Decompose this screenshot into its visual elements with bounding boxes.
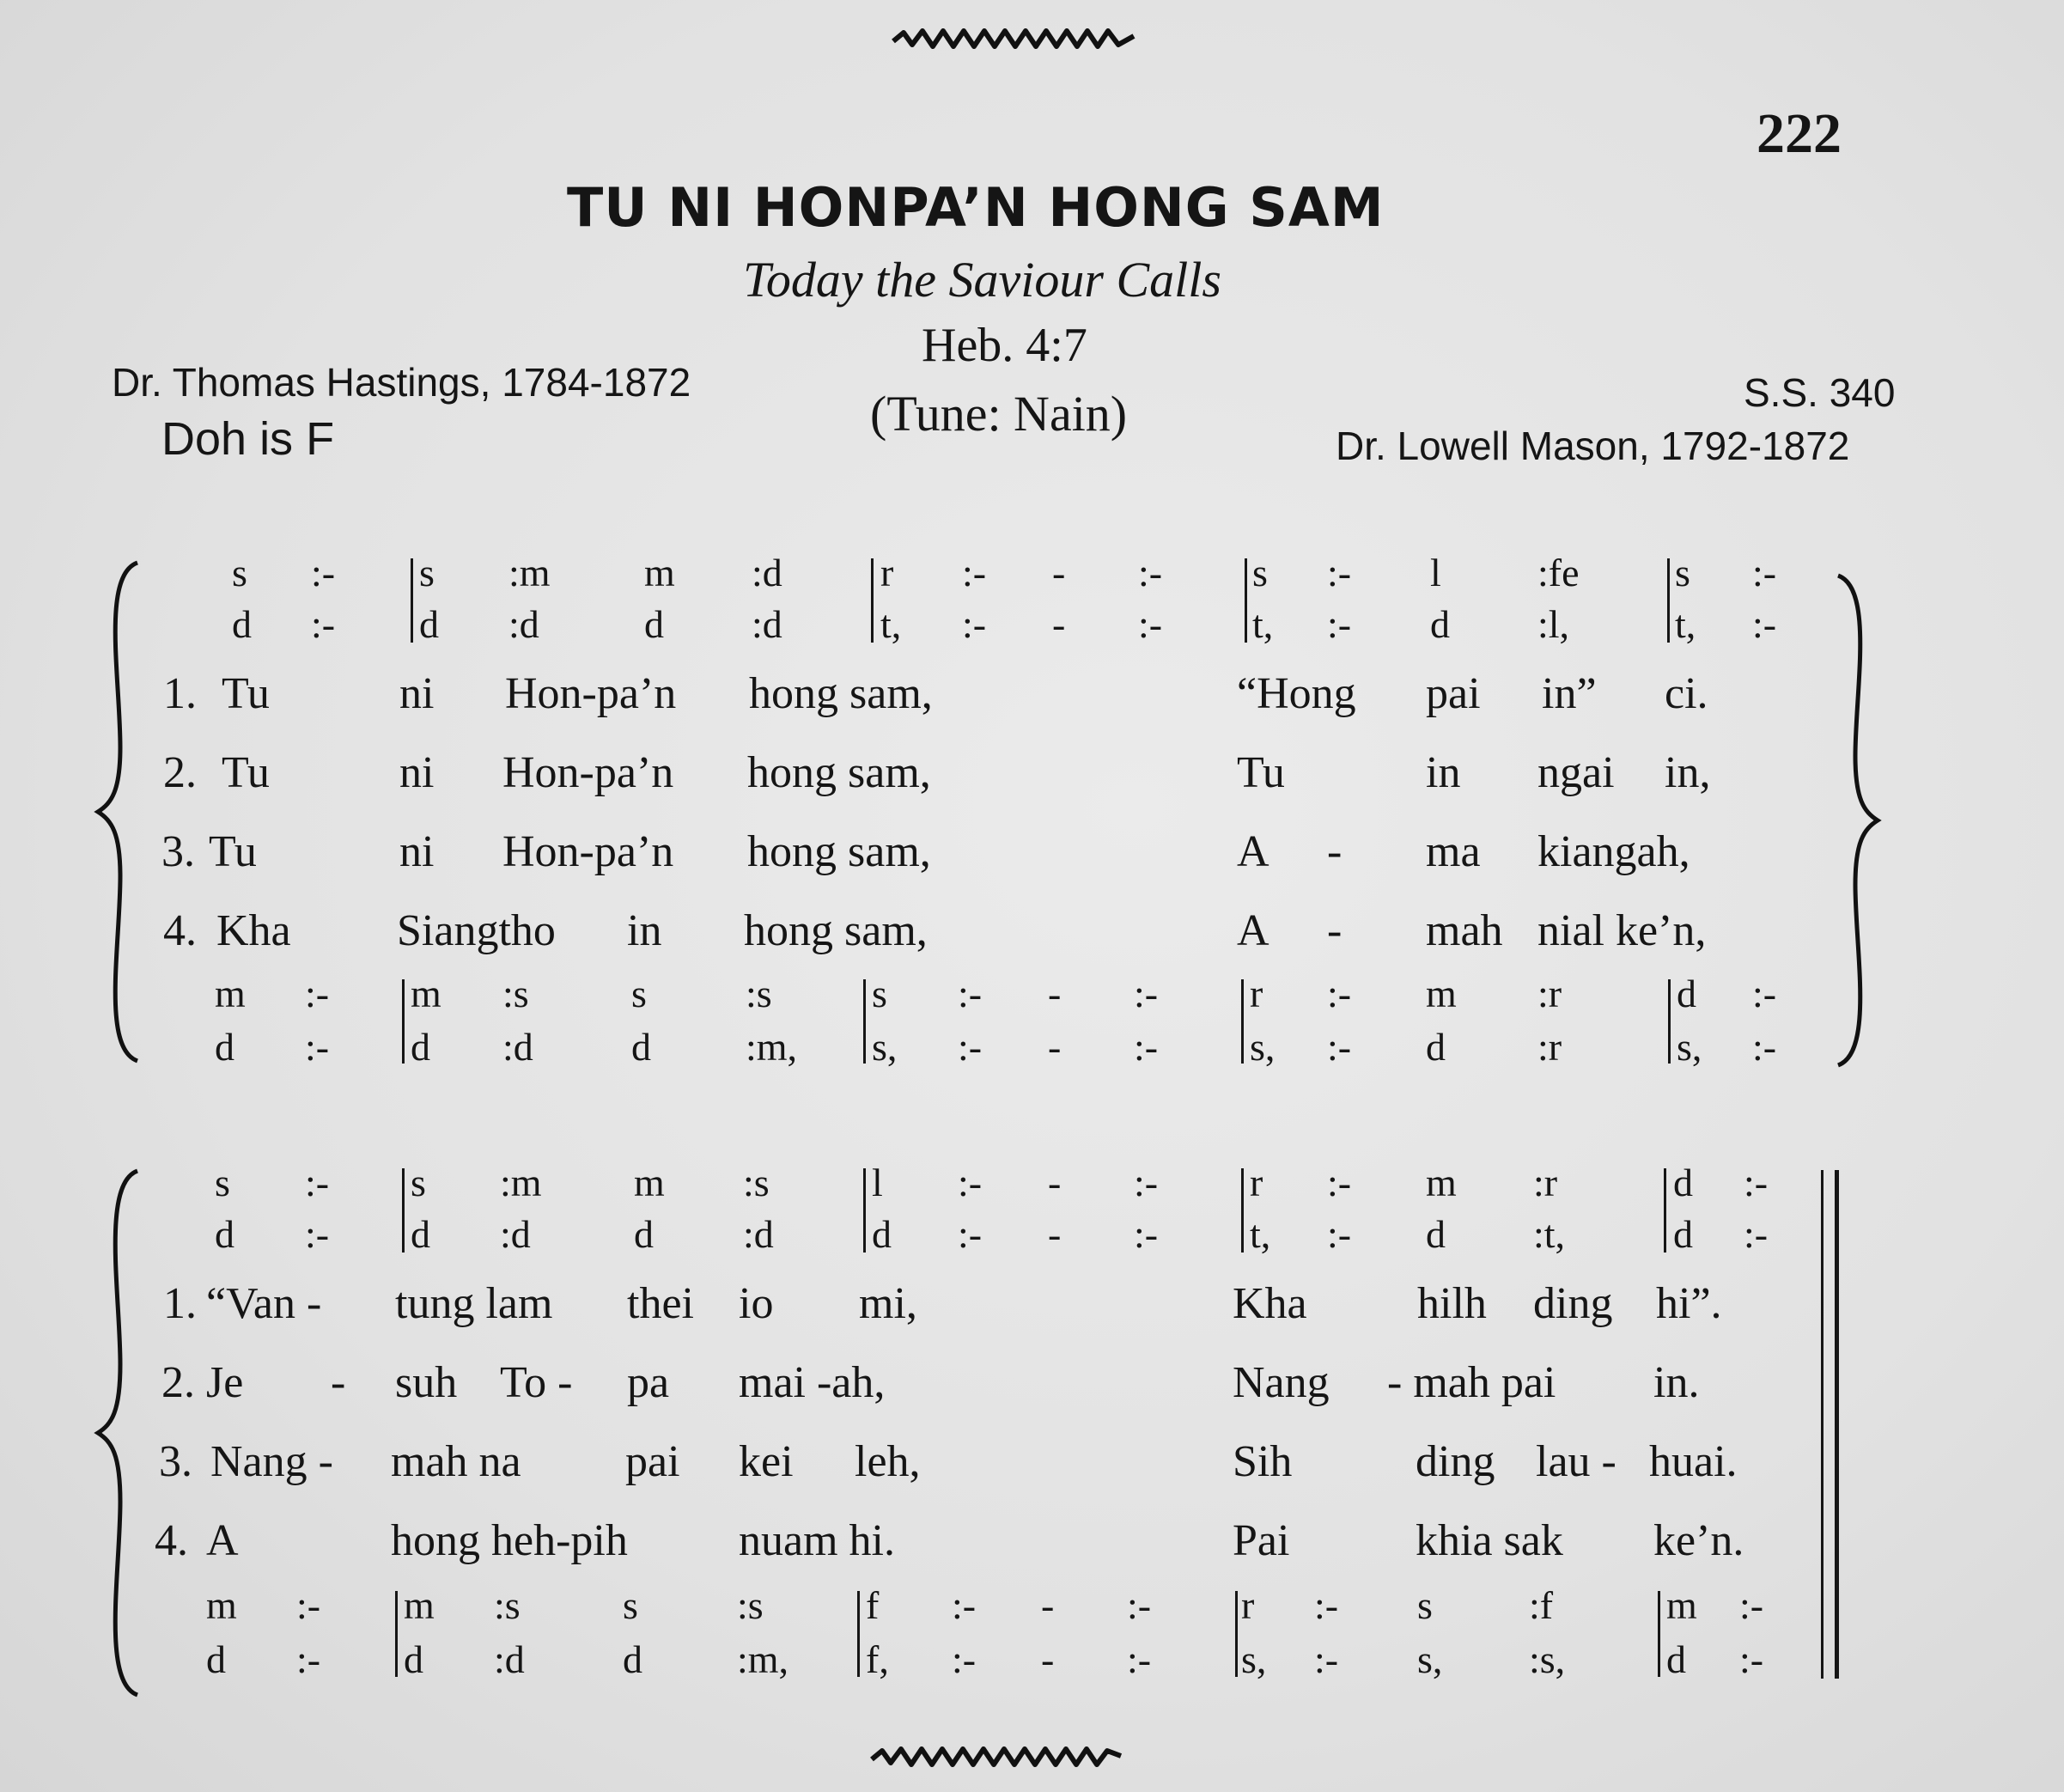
verse-number: 1. [163,669,197,718]
sol-fa-note: d [1666,1637,1686,1681]
sol-fa-note: s [215,1161,230,1204]
sol-fa-note: d [1673,1212,1693,1256]
lyric-syllable: Siangtho [397,906,556,955]
sol-fa-note: :r [1537,1025,1562,1069]
lyric-syllable: ni [399,748,435,797]
sol-fa-note: :- [1327,551,1352,594]
sol-fa-note: m [634,1161,665,1204]
lyric-syllable: ngai [1537,748,1615,797]
sol-fa-note: :- [1327,1025,1352,1069]
sol-fa-note: :d [500,1212,531,1256]
lyric-syllable: Kha [216,906,291,955]
sol-fa-note: s [411,1161,426,1204]
sol-fa-note: :- [1134,1212,1159,1256]
sol-fa-note: :- [1752,602,1777,646]
sol-fa-note: :- [958,972,983,1015]
sol-fa-note: :m [500,1161,542,1204]
lyric-syllable: ci. [1665,669,1708,718]
lyric-syllable: hong heh-pih [391,1516,628,1565]
sol-fa-note: :- [1744,1212,1769,1256]
lyric-syllable: To - [500,1358,573,1407]
lyric-syllable: ni [399,669,435,718]
sol-fa-note: :f [1529,1583,1554,1627]
sol-fa-note: :d [494,1637,525,1681]
lyric-syllable: A [206,1516,239,1565]
lyric-syllable: ni [399,827,435,876]
sol-fa-note: :- [958,1161,983,1204]
sol-fa-note: :m, [737,1637,789,1681]
sol-fa-note: d [634,1212,654,1256]
sol-fa-note: d [232,602,252,646]
lyric-syllable: ke’n. [1653,1516,1744,1565]
lyric-syllable: Hon-pa’n [505,669,677,718]
hymn-subtitle: Today the Saviour Calls [743,252,1221,308]
sol-fa-note: d [1673,1161,1693,1204]
sol-fa-note: t, [1675,602,1696,646]
lyric-syllable: pa [627,1358,670,1407]
lyric-syllable: Tu [209,827,257,876]
composer-credit: Dr. Lowell Mason, 1792-1872 [1336,424,1850,468]
staff1-bar-lower-1 [402,979,405,1064]
lyric-syllable: suh [395,1358,458,1407]
sol-fa-note: :- [958,1212,983,1256]
sol-fa-note: d [215,1025,234,1069]
lyric-syllable: mah na [391,1437,521,1486]
sol-fa-note: :- [1752,972,1777,1015]
lyric-syllable: Tu [222,748,270,797]
sol-fa-note: :- [962,602,987,646]
sol-fa-note: r [1241,1583,1255,1627]
sol-fa-note: :d [502,1025,533,1069]
key-signature: Doh is F [161,413,335,465]
hymn-title: TU NI HONPA’N HONG SAM [567,176,1385,239]
sol-fa-note: :s [743,1161,770,1204]
sol-fa-note: m [1426,972,1457,1015]
sol-fa-note: :d [752,602,782,646]
sol-fa-note: m [1666,1583,1697,1627]
sol-fa-note: :r [1533,1161,1558,1204]
sol-fa-note: :t, [1533,1212,1566,1256]
lyric-syllable: Hon-pa’n [502,827,674,876]
sol-fa-note: :- [1138,602,1163,646]
lyric-syllable: Tu [222,669,270,718]
lyric-syllable: kei [739,1437,794,1486]
sol-fa-note: t, [1252,602,1274,646]
sol-fa-note: - [1052,551,1066,594]
staff1-bar-upper-4 [1667,558,1670,643]
sol-fa-note: - [1048,1212,1062,1256]
lyric-syllable: nial ke’n, [1537,906,1707,955]
sol-fa-note: r [1250,972,1263,1015]
sol-fa-note: - [1048,972,1062,1015]
lyric-syllable: lau - [1536,1437,1616,1486]
sol-fa-note: :- [296,1637,321,1681]
sol-fa-note: s, [872,1025,898,1069]
sol-fa-note: :s [746,972,772,1015]
staff1-bar-lower-2 [863,979,866,1064]
sol-fa-note: :- [305,1025,330,1069]
lyric-syllable: - [1327,827,1343,876]
staff2-left-brace [86,1167,155,1699]
staff1-bar-lower-3 [1241,979,1244,1064]
sol-fa-note: d [872,1212,892,1256]
sol-fa-note: :d [743,1212,774,1256]
sol-fa-note: d [215,1212,234,1256]
sol-fa-note: :m, [746,1025,798,1069]
lyric-syllable: khia sak [1416,1516,1563,1565]
sol-fa-note: d [644,602,664,646]
sol-fa-note: s [631,972,647,1015]
scripture-ref: Heb. 4:7 [922,319,1087,372]
sol-fa-note: m [411,972,441,1015]
lyric-syllable: tung lam [395,1279,553,1328]
lyric-syllable: in [1426,748,1461,797]
sol-fa-note: s, [1250,1025,1276,1069]
lyric-syllable: hong sam, [747,748,931,797]
sol-fa-note: :- [1327,1161,1352,1204]
staff2-bar-upper-2 [863,1168,866,1253]
lyric-syllable: Pai [1233,1516,1290,1565]
sol-fa-note: s, [1417,1637,1443,1681]
sol-fa-note: s [419,551,435,594]
verse-number: 4. [155,1516,188,1565]
staff1-right-brace [1821,571,1890,1070]
sol-fa-note: :- [1739,1637,1764,1681]
verse-number: 1. [163,1279,197,1328]
lyric-syllable: “Hong [1237,669,1356,718]
sol-fa-note: :- [296,1583,321,1627]
sol-fa-note: d [411,1025,430,1069]
sol-fa-note: - [1041,1637,1055,1681]
lyric-syllable: pai [1426,669,1481,718]
lyric-syllable: hong sam, [749,669,933,718]
sol-fa-note: l [872,1161,883,1204]
lyric-syllable: thei [627,1279,694,1328]
verse-number: 4. [163,906,197,955]
sol-fa-note: :- [952,1583,977,1627]
verse-number: 3. [159,1437,192,1486]
sol-fa-note: :- [1327,602,1352,646]
sol-fa-note: m [206,1583,237,1627]
sol-fa-note: :- [1134,1161,1159,1204]
lyric-syllable: hi”. [1656,1279,1722,1328]
sol-fa-note: m [215,972,246,1015]
sol-fa-note: - [1041,1583,1055,1627]
lyric-syllable: - [1327,906,1343,955]
lyric-syllable: ma [1426,827,1481,876]
lyric-syllable: io [739,1279,774,1328]
sol-fa-note: :- [1752,1025,1777,1069]
lyric-syllable: in, [1665,748,1711,797]
lyric-syllable: leh, [855,1437,921,1486]
sol-fa-note: d [1430,602,1450,646]
sol-fa-note: d [206,1637,226,1681]
lyric-syllable: in. [1653,1358,1700,1407]
sol-fa-note: s, [1241,1637,1267,1681]
lyric-syllable: kiangah, [1537,827,1690,876]
lyric-syllable: mi, [859,1279,917,1328]
sol-fa-note: :s [494,1583,521,1627]
sol-fa-note: :- [952,1637,977,1681]
sol-fa-note: :- [962,551,987,594]
sol-fa-note: :d [508,602,539,646]
staff2-bar-upper-4 [1664,1168,1666,1253]
lyric-syllable: Nang [1233,1358,1330,1407]
sol-fa-note: - [1048,1161,1062,1204]
ss-reference: S.S. 340 [1744,370,1896,415]
sol-fa-note: :- [1134,972,1159,1015]
verse-number: 2. [161,1358,195,1407]
staff2-bar-lower-3 [1235,1591,1238,1677]
sol-fa-note: s, [1677,1025,1702,1069]
sol-fa-note: s [623,1583,638,1627]
lyric-syllable: mah [1426,906,1503,955]
lyric-syllable: A [1237,906,1269,955]
lyric-syllable: Je [206,1358,244,1407]
author-credit: Dr. Thomas Hastings, 1784-1872 [112,360,691,405]
sol-fa-note: d [411,1212,430,1256]
staff2-bar-lower-4 [1658,1591,1660,1677]
lyric-syllable: “Van - [206,1279,322,1328]
sol-fa-note: l [1430,551,1441,594]
sol-fa-note: :- [305,1212,330,1256]
sol-fa-note: :- [1752,551,1777,594]
staff1-bar-upper-2 [871,558,874,643]
verse-number: 2. [163,748,197,797]
lyric-syllable: ding [1416,1437,1495,1486]
staff1-bar-lower-4 [1668,979,1671,1064]
sol-fa-note: d [631,1025,651,1069]
lyric-syllable: Nang - [210,1437,333,1486]
lyric-syllable: Tu [1237,748,1285,797]
sol-fa-note: :- [1739,1583,1764,1627]
staff2-bar-lower-2 [857,1591,860,1677]
sol-fa-note: r [880,551,894,594]
lyric-syllable: pai [625,1437,680,1486]
lyric-syllable: hong sam, [744,906,928,955]
sol-fa-note: :- [1327,1212,1352,1256]
top-ornament [893,26,1134,55]
lyric-syllable: in [627,906,662,955]
final-double-bar-thick [1835,1170,1839,1679]
sol-fa-note: f [866,1583,880,1627]
sol-fa-note: :fe [1537,551,1580,594]
sol-fa-note: :- [311,551,336,594]
sol-fa-note: :- [1134,1025,1159,1069]
sol-fa-note: :s, [1529,1637,1566,1681]
staff1-bar-upper-1 [411,558,413,643]
lyric-syllable: - [331,1358,346,1407]
sol-fa-note: :- [1138,551,1163,594]
sol-fa-note: m [404,1583,435,1627]
sol-fa-note: s [232,551,247,594]
sol-fa-note: :d [752,551,782,594]
sol-fa-note: :- [305,972,330,1015]
sol-fa-note: d [1426,1025,1446,1069]
sol-fa-note: :s [737,1583,764,1627]
sol-fa-note: :- [1314,1583,1339,1627]
sol-fa-note: f, [866,1637,889,1681]
sol-fa-note: :- [1314,1637,1339,1681]
sol-fa-note: :- [958,1025,983,1069]
staff1-left-brace [86,558,155,1065]
sol-fa-note: d [623,1637,642,1681]
lyric-syllable: nuam hi. [739,1516,895,1565]
lyric-syllable: huai. [1649,1437,1738,1486]
hymn-number: 222 [1757,102,1842,165]
sol-fa-note: m [644,551,675,594]
sol-fa-note: :- [1327,972,1352,1015]
sol-fa-note: d [1426,1212,1446,1256]
sol-fa-note: s [872,972,887,1015]
sol-fa-note: t, [880,602,902,646]
lyric-syllable: hilh [1417,1279,1487,1328]
sol-fa-note: :l, [1537,602,1570,646]
sol-fa-note: :s [502,972,529,1015]
staff2-bar-lower-1 [395,1591,398,1677]
sol-fa-note: r [1250,1161,1263,1204]
sol-fa-note: :m [508,551,551,594]
lyric-syllable: in” [1542,669,1597,718]
staff1-bar-upper-3 [1245,558,1247,643]
staff2-bar-upper-1 [402,1168,405,1253]
tune-name: (Tune: Nain) [870,386,1128,442]
lyric-syllable: - mah pai [1387,1358,1556,1407]
sol-fa-note: :- [1127,1583,1152,1627]
sol-fa-note: s [1417,1583,1433,1627]
lyric-syllable: Kha [1233,1279,1307,1328]
staff2-bar-upper-3 [1241,1168,1244,1253]
lyric-syllable: Hon-pa’n [502,748,674,797]
sol-fa-note: s [1675,551,1690,594]
final-double-bar-thin [1821,1170,1824,1679]
sol-fa-note: m [1426,1161,1457,1204]
sol-fa-note: s [1252,551,1268,594]
sol-fa-note: :- [1744,1161,1769,1204]
sol-fa-note: :- [305,1161,330,1204]
lyric-syllable: hong sam, [747,827,931,876]
bottom-ornament [872,1744,1121,1773]
verse-number: 3. [161,827,195,876]
sol-fa-note: d [404,1637,423,1681]
sol-fa-note: :- [1127,1637,1152,1681]
sol-fa-note: - [1048,1025,1062,1069]
lyric-syllable: A [1237,827,1269,876]
sol-fa-note: t, [1250,1212,1271,1256]
lyric-syllable: mai -ah, [739,1358,886,1407]
sol-fa-note: - [1052,602,1066,646]
sol-fa-note: d [419,602,439,646]
sol-fa-note: :r [1537,972,1562,1015]
sol-fa-note: :- [311,602,336,646]
sol-fa-note: d [1677,972,1696,1015]
lyric-syllable: ding [1533,1279,1613,1328]
lyric-syllable: Sih [1233,1437,1293,1486]
